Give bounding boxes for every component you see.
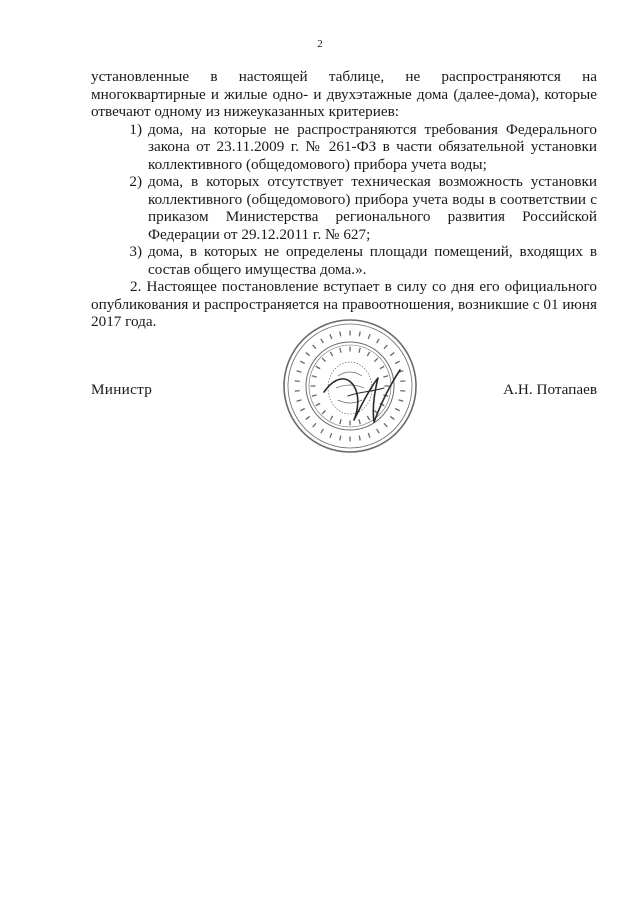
- seal-letter-mark: [340, 331, 341, 336]
- signatory-title: Министр: [91, 381, 153, 398]
- list-item: [91, 121, 597, 174]
- list-item-number: 3): [129, 243, 142, 260]
- list-item-number: 2): [129, 173, 142, 190]
- list-item: [91, 173, 597, 243]
- seal-letter-mark: [368, 334, 370, 339]
- seal-letter-mark: [312, 376, 317, 377]
- seal-letter-mark: [306, 416, 310, 419]
- seal-letter-mark: [313, 423, 316, 427]
- document-body: [91, 68, 597, 331]
- list-item-text: дома, на которые не распространяются требования Федерального закона от 23.11.2009 г. № 261-ФЗ в части обязательной установки коллективного (общедомового) прибора учета воды;: [148, 120, 597, 173]
- page-number: 2: [317, 38, 323, 50]
- signatory-name: А.Н. Потапаев: [503, 381, 597, 398]
- signature-row: [91, 381, 597, 401]
- list-item-text: дома, в которых не определены площади помещений, входящих в состав общего имущества дома.».: [148, 243, 597, 278]
- seal-letter-mark: [297, 371, 302, 372]
- seal-letter-mark: [321, 339, 324, 343]
- seal-letter-mark: [300, 361, 304, 363]
- list-item: [91, 243, 597, 278]
- seal-letter-mark: [306, 353, 310, 356]
- criteria-list: [91, 121, 597, 279]
- seal-letter-mark: [313, 345, 316, 349]
- list-item-text: дома, в которых отсутствует техническая возможность установки коллективного (общедомового) прибора учета воды в соответствии с приказом Министерства регионального развития Российской Федерации от 29.12.2011 г. № 627;: [148, 173, 597, 243]
- seal-letter-mark: [359, 331, 360, 336]
- clause-2-paragraph: 2. Настоящее постановление вступает в силу со дня его официального опубликования и распространяется на правоотношения, возникшие с 01 июня 2017 года.: [91, 278, 597, 330]
- list-item-number: 1): [129, 120, 142, 138]
- seal-letter-mark: [377, 339, 380, 343]
- intro-paragraph: установленные в настоящей таблице, не распространяются на многоквартирные и жилые одно- и двухэтажные дома (далее-дома), которые отвечают одному из нижеуказанных критериев:: [91, 68, 597, 120]
- seal-letter-mark: [330, 334, 332, 339]
- seal-letter-mark: [300, 409, 304, 411]
